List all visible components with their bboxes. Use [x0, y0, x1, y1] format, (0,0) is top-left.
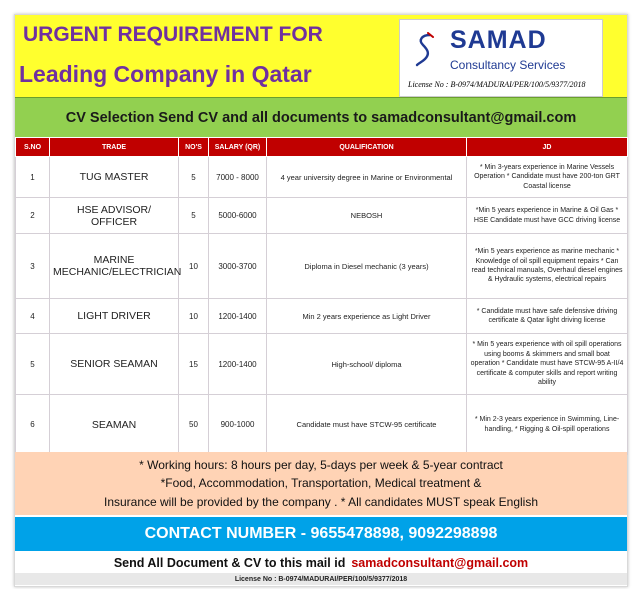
logo-name: SAMAD: [450, 26, 547, 54]
table-row: [16, 157, 628, 198]
table-row: [16, 395, 628, 455]
table-header-row: [16, 138, 628, 157]
cell-sno: 4: [16, 299, 50, 334]
table-row: [16, 299, 628, 334]
logo-subtitle: Consultancy Services: [450, 58, 566, 72]
cell-jd: * Min 5 years experience with oil spill operations using booms & skimmers and small boat operation * Candidate must have STCW-95 A-II/4 certificate & computer skills and report writing ability: [467, 334, 628, 395]
table-row: [16, 234, 628, 299]
cell-salary: 5000-6000: [209, 198, 267, 234]
cell-trade: HSE ADVISOR/ OFFICER: [50, 198, 179, 234]
terms-box: [15, 452, 627, 515]
cell-salary: 1200-1400: [209, 334, 267, 395]
cell-qualification: Min 2 years experience as Light Driver: [267, 299, 467, 334]
cell-sno: 1: [16, 157, 50, 198]
cell-sno: 3: [16, 234, 50, 299]
cell-jd: *Min 5 years experience in Marine & Oil Gas * HSE Candidate must have GCC driving license: [467, 198, 628, 234]
cell-qualification: High-school/ diploma: [267, 334, 467, 395]
cell-nos: 5: [179, 157, 209, 198]
cell-jd: * Candidate must have safe defensive driving certificate & Qatar light driving license: [467, 299, 628, 334]
headline-line2: Leading Company in Qatar: [19, 61, 312, 87]
table-row: [16, 334, 628, 395]
terms-line: Insurance will be provided by the company . * All candidates MUST speak English: [103, 494, 538, 509]
cell-salary: 1200-1400: [209, 299, 267, 334]
col-header-qualification: QUALIFICATION: [267, 138, 467, 157]
col-header-sno: S.NO: [16, 138, 50, 157]
terms-line: * Working hours: 8 hours per day, 5-days per week & 5-year contract: [139, 457, 503, 472]
col-header-trade: TRADE: [50, 138, 179, 157]
cv-instruction-bar: CV Selection Send CV and all documents to samadconsultant@gmail.com: [15, 97, 627, 138]
license-footer: License No : B-0974/MADURAI/PER/100/5/9377/2018: [15, 573, 627, 585]
table-row: [16, 198, 628, 234]
cell-trade: SENIOR SEAMAN: [50, 334, 179, 395]
contact-number-bar: CONTACT NUMBER - 9655478898, 9092298898: [15, 517, 627, 551]
email-link[interactable]: samadconsultant@gmail.com: [351, 556, 529, 570]
cell-qualification: Candidate must have STCW-95 certificate: [267, 395, 467, 455]
cell-nos: 10: [179, 299, 209, 334]
requirements-table: [15, 137, 628, 455]
terms-line: *Food, Accommodation, Transportation, Medical treatment &: [160, 476, 482, 491]
cell-salary: 3000-3700: [209, 234, 267, 299]
mail-instruction: [15, 553, 627, 573]
col-header-jd: JD: [467, 138, 628, 157]
cell-sno: 6: [16, 395, 50, 455]
samad-logo-icon: [414, 32, 436, 68]
headline-line1: URGENT REQUIREMENT FOR: [23, 23, 323, 46]
cell-sno: 2: [16, 198, 50, 234]
cell-nos: 15: [179, 334, 209, 395]
cell-trade: LIGHT DRIVER: [50, 299, 179, 334]
company-logo: [399, 19, 603, 97]
cell-qualification: 4 year university degree in Marine or Environmental: [267, 157, 467, 198]
col-header-nos: NO'S: [179, 138, 209, 157]
cell-nos: 50: [179, 395, 209, 455]
cell-jd: *Min 5 years experience as marine mechanic * Knowledge of oil spill equipment repairs * Can read technical manuals, Overhaul diesel engines & Hydraulic systems, electrical repairs: [467, 234, 628, 299]
logo-license: License No : B-0974/MADURAI/PER/100/5/9377/2018: [408, 80, 586, 89]
job-poster: [14, 14, 628, 587]
cell-sno: 5: [16, 334, 50, 395]
cell-trade: TUG MASTER: [50, 157, 179, 198]
mail-instruction-text: Send All Document & CV to this mail id: [113, 556, 346, 570]
cell-jd: * Min 3-years experience in Marine Vessels Operation * Candidate must have 200-ton GRT Coastal license: [467, 157, 628, 198]
cell-qualification: Diploma in Diesel mechanic (3 years): [267, 234, 467, 299]
cell-jd: * Min 2-3 years experience in Swimming, Line-handling, * Rigging & Oil-spill operations: [467, 395, 628, 455]
cell-trade: SEAMAN: [50, 395, 179, 455]
col-header-salary: SALARY (QR): [209, 138, 267, 157]
cell-salary: 900-1000: [209, 395, 267, 455]
cell-nos: 10: [179, 234, 209, 299]
cell-qualification: NEBOSH: [267, 198, 467, 234]
poster-header: [15, 15, 627, 97]
cell-nos: 5: [179, 198, 209, 234]
cell-salary: 7000 - 8000: [209, 157, 267, 198]
cell-trade: MARINE MECHANIC/ELECTRICIAN: [50, 234, 179, 299]
